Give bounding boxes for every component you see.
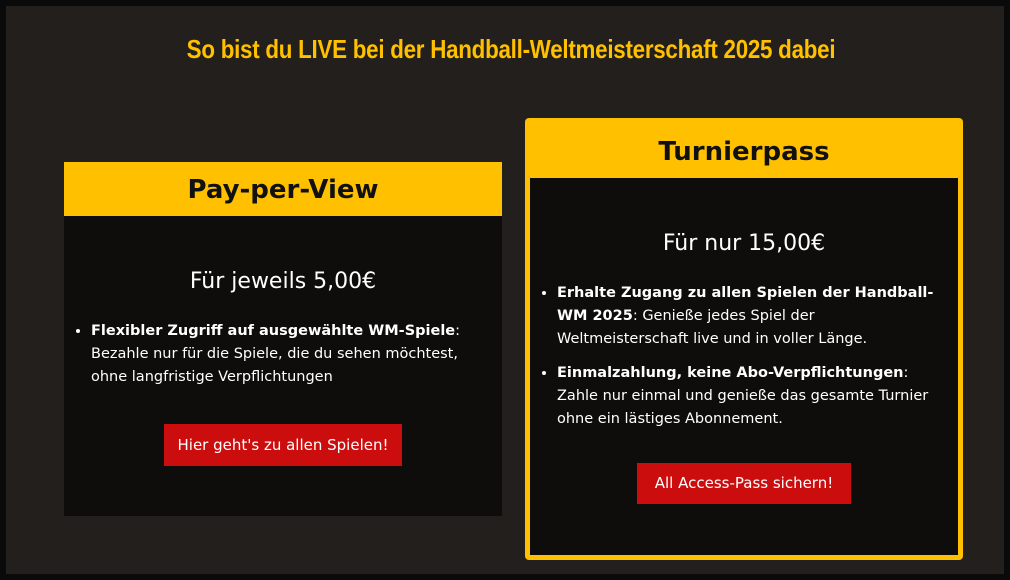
feature-highlight: Einmalzahlung, keine Abo-Verpflichtungen — [557, 365, 904, 381]
page-title: So bist du LIVE bei der Handball-Weltmeisterschaft 2025 dabei — [186, 34, 836, 64]
feature-description: : Bezahle nur für die Spiele, die du sehen möchtest, ohne langfristige Verpflichtungen — [91, 323, 461, 385]
feature-highlight: Erhalte Zugang zu allen Spielen der Handball-WM 2025 — [557, 285, 934, 324]
feature-highlight: Flexibler Zugriff auf ausgewählte WM-Spiele — [91, 323, 456, 339]
pay-per-view-feature-list — [64, 320, 502, 389]
pay-per-view-card — [64, 162, 502, 516]
pay-per-view-price: Für jeweils 5,00€ — [189, 269, 377, 294]
pay-per-view-card-title: Pay-per-View — [64, 162, 502, 216]
all-access-pass-button[interactable]: All Access-Pass sichern! — [637, 463, 851, 504]
feature-description: : Genieße jedes Spiel der Weltmeisterschaft live und in voller Länge. — [557, 308, 868, 347]
turnierpass-price: Für nur 15,00€ — [662, 231, 826, 256]
turnierpass-card — [525, 118, 963, 560]
all-games-button[interactable]: Hier geht's zu allen Spielen! — [164, 424, 402, 466]
turnierpass-card-title: Turnierpass — [530, 123, 958, 178]
feature-list-item — [557, 362, 944, 431]
feature-list-item — [557, 282, 944, 351]
feature-list-item — [91, 320, 492, 389]
turnierpass-feature-list — [530, 282, 958, 431]
feature-description: : Zahle nur einmal und genieße das gesamte Turnier ohne ein lästiges Abonnement. — [557, 365, 929, 427]
